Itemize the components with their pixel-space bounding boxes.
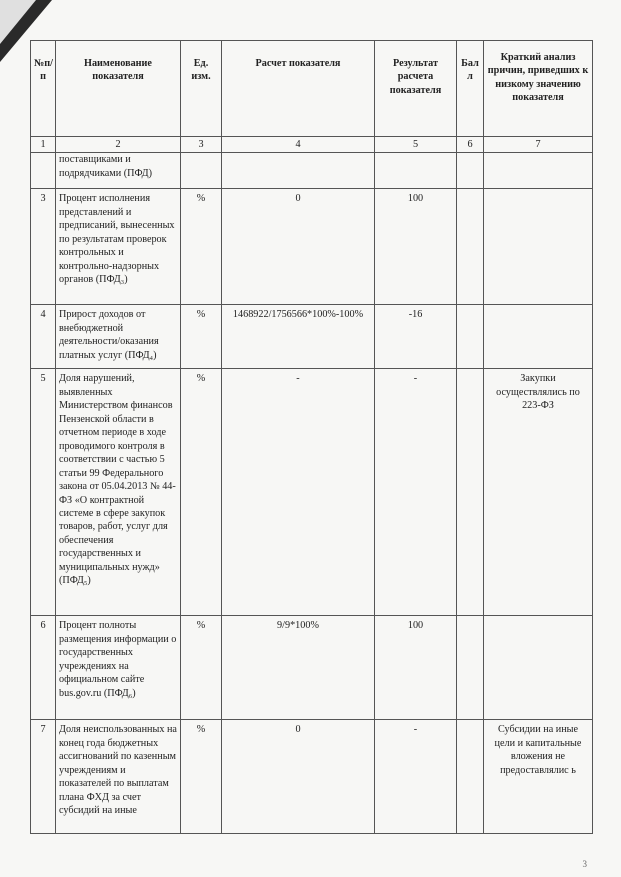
row-name: Процент полноты размещения информации о государственных учреждениях на официальном сайте bus.gov.ru (ПФД₆)	[56, 616, 181, 720]
row-num: 3	[31, 189, 56, 305]
table-row	[31, 305, 593, 369]
row-calc	[222, 153, 375, 189]
header-analysis: Краткий анализ причин, приведших к низкому значению показателя	[484, 41, 593, 137]
row-unit: %	[181, 369, 222, 616]
row-analysis: Субсидии на иные цели и капитальные вложения не предоставлялис ь	[484, 720, 593, 834]
table-row	[31, 616, 593, 720]
header-score: Бал л	[457, 41, 484, 137]
colnum-4: 4	[222, 137, 375, 153]
row-score	[457, 720, 484, 834]
row-score	[457, 153, 484, 189]
colnum-3: 3	[181, 137, 222, 153]
row-calc: 9/9*100%	[222, 616, 375, 720]
header-unit: Ед. изм.	[181, 41, 222, 137]
row-result	[375, 153, 457, 189]
row-name: Прирост доходов от внебюджетной деятельности/оказания платных услуг (ПФД₄)	[56, 305, 181, 369]
header-num: №п/п	[31, 41, 56, 137]
row-score	[457, 369, 484, 616]
row-num: 5	[31, 369, 56, 616]
row-analysis	[484, 305, 593, 369]
table-row	[31, 369, 593, 616]
colnum-6: 6	[457, 137, 484, 153]
column-number-row	[31, 137, 593, 153]
row-analysis: Закупки осуществлялись по 223-ФЗ	[484, 369, 593, 616]
row-result: 100	[375, 189, 457, 305]
table-row	[31, 189, 593, 305]
row-unit: %	[181, 720, 222, 834]
row-calc: 1468922/1756566*100%-100%	[222, 305, 375, 369]
table-row	[31, 153, 593, 189]
page-number: 3	[582, 859, 587, 869]
colnum-5: 5	[375, 137, 457, 153]
colnum-1: 1	[31, 137, 56, 153]
header-calc: Расчет показателя	[222, 41, 375, 137]
row-analysis	[484, 153, 593, 189]
colnum-7: 7	[484, 137, 593, 153]
row-analysis	[484, 616, 593, 720]
row-score	[457, 305, 484, 369]
row-unit: %	[181, 189, 222, 305]
row-name: Доля нарушений, выявленных Министерством финансов Пензенской области в отчетном периоде в ходе проводимого контроля в соответствии с частью 5 статьи 99 Федерального закона от 05.04.2013 № 44-ФЗ «О контрактной системе в сфере закупок товаров, работ, услуг для обеспечения государственных и муниципальных нужд» (ПФД₅)	[56, 369, 181, 616]
row-result: -16	[375, 305, 457, 369]
colnum-2: 2	[56, 137, 181, 153]
row-calc: -	[222, 369, 375, 616]
row-name: поставщиками и подрядчиками (ПФД)	[56, 153, 181, 189]
row-analysis	[484, 189, 593, 305]
row-num: 6	[31, 616, 56, 720]
row-unit: %	[181, 616, 222, 720]
table-header-row	[31, 41, 593, 137]
page-fold	[0, 0, 36, 44]
header-name: Наименование показателя	[56, 41, 181, 137]
row-name: Процент исполнения представлений и предписаний, вынесенных по результатам проверок контрольных и контрольно-надзорных органов (ПФД₃)	[56, 189, 181, 305]
row-calc: 0	[222, 720, 375, 834]
row-name: Доля неиспользованных на конец года бюджетных ассигнований по казенным учреждениям и показателей по выплатам плана ФХД за счет субсидий на иные	[56, 720, 181, 834]
row-num: 7	[31, 720, 56, 834]
row-score	[457, 189, 484, 305]
row-calc: 0	[222, 189, 375, 305]
header-result: Результат расчета показателя	[375, 41, 457, 137]
indicators-table	[30, 40, 593, 834]
table-row	[31, 720, 593, 834]
row-num: 4	[31, 305, 56, 369]
row-unit	[181, 153, 222, 189]
row-result: -	[375, 369, 457, 616]
row-unit: %	[181, 305, 222, 369]
row-num	[31, 153, 56, 189]
row-result: -	[375, 720, 457, 834]
row-score	[457, 616, 484, 720]
row-result: 100	[375, 616, 457, 720]
